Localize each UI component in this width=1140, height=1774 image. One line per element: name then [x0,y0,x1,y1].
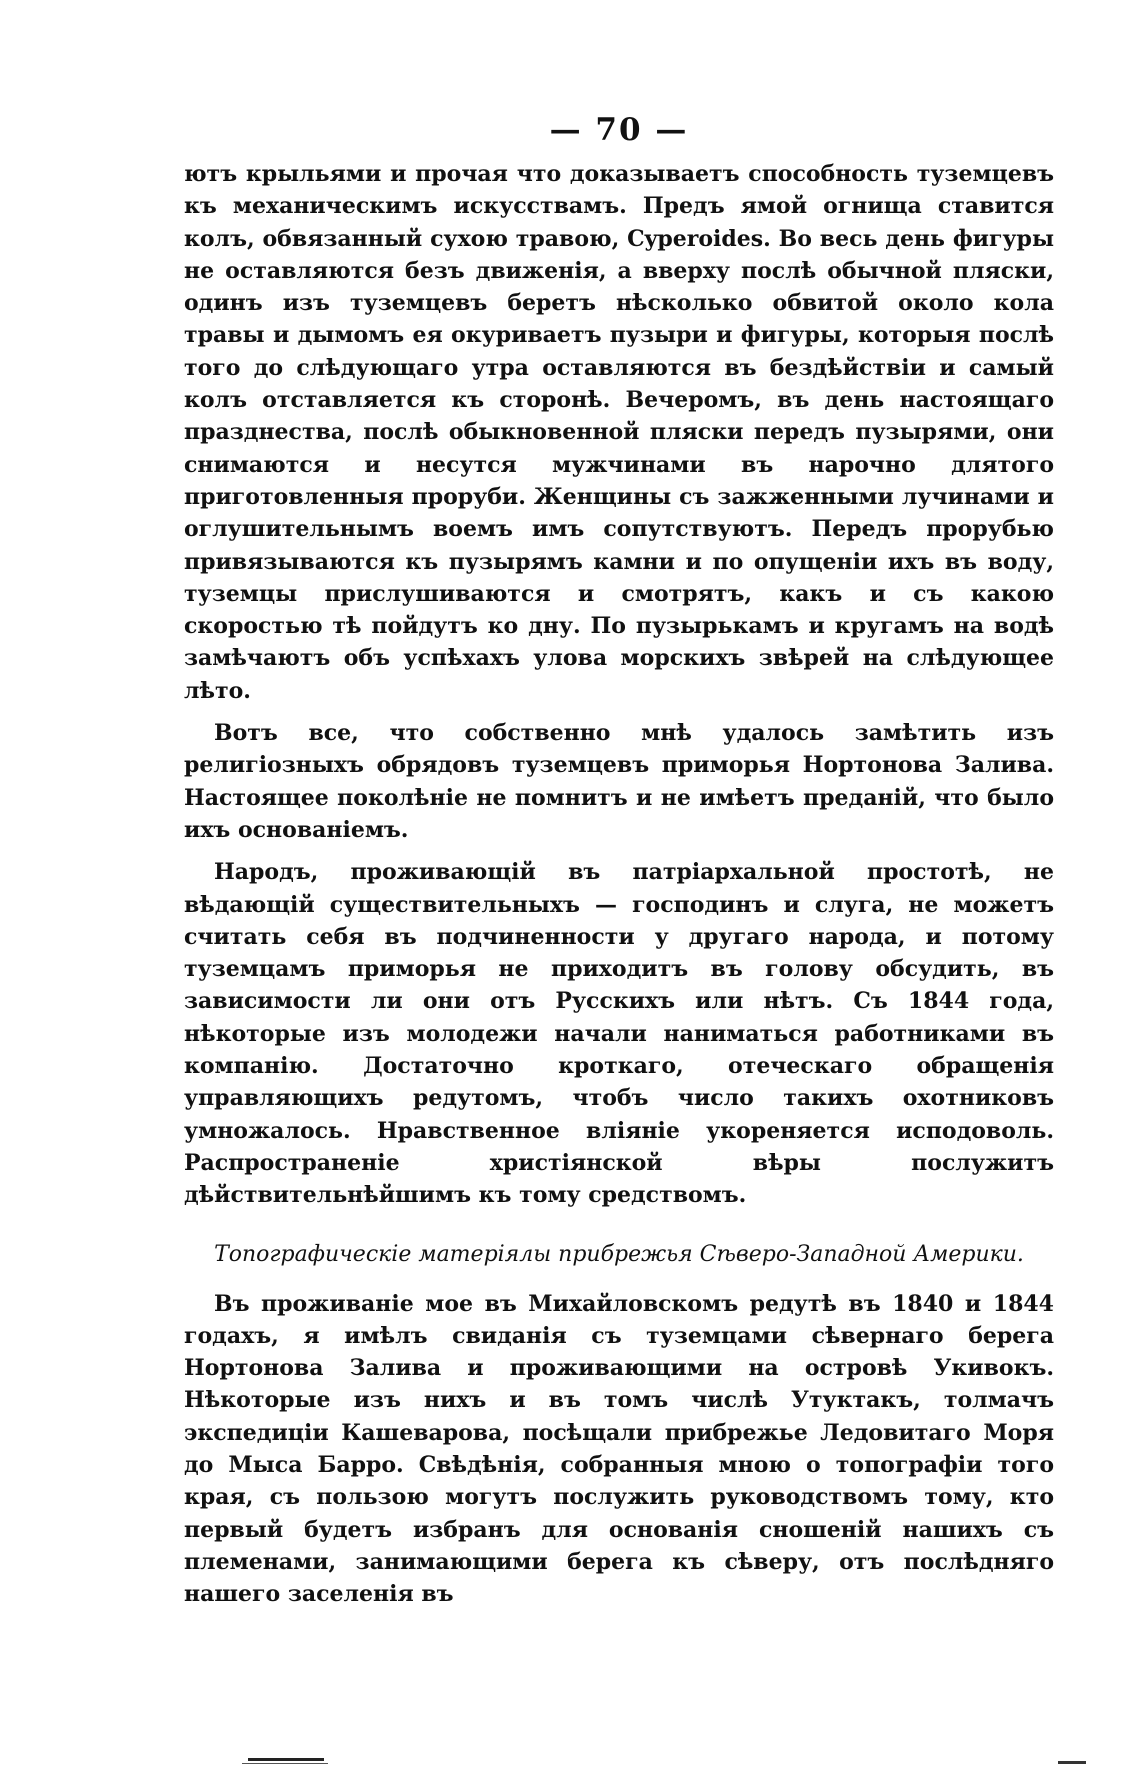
footer-rule [248,1758,324,1761]
section-heading: Топографическіе матеріялы прибрежья Сѣверо-Западной Америки. [214,1241,1024,1267]
footer-mark [1058,1761,1086,1764]
paragraph-natives-relations: Народъ, проживающій въ патріархальной простотѣ, не вѣдающій существительныхъ — господинъ и слуга, не можетъ считать себя въ подчиненности у другаго народа, и потому туземцамъ приморья не приходитъ въ голову обсудить, въ зависимости ли они отъ Русскихъ или нѣтъ. Съ 1844 года, нѣкоторые изъ молодежи начали наниматься работниками въ компанію. Достаточно кроткаго, отеческаго обращенія управляющихъ редутомъ, чтобъ число такихъ охотниковъ умножалось. Нравственное вліяніе укореняется исподоволь. Распространеніе христіянской вѣры послужитъ дѣйствительнѣйшимъ къ тому средствомъ. [184,859,1054,1209]
page-number: — 70 — [549,112,689,148]
paragraph-religious-rites: Вотъ все, что собственно мнѣ удалось замѣтить изъ религіозныхъ обрядовъ туземцевъ приморья Нортонова Залива. Настоящее поколѣніе не помнитъ и не имѣетъ преданій, что было ихъ основаніемъ. [184,720,1054,843]
book-page [184,112,1054,1610]
paragraph-topography: Въ проживаніе мое въ Михайловскомъ редутѣ въ 1840 и 1844 годахъ, я имѣлъ свиданія съ туземцами сѣвернаго берега Нортонова Залива и проживающими на островѣ Укивокъ. Нѣкоторые изъ нихъ и въ томъ числѣ Утуктакъ, толмачъ экспедиціи Кашеварова, посѣщали прибрежье Ледовитаго Моря до Мыса Барро. Свѣдѣнія, собранныя мною о топографіи того края, съ пользою могутъ послужить руководствомъ тому, кто первый будетъ избранъ для основанія сношеній нашихъ съ племенами, занимающими берега къ сѣверу, отъ послѣдняго нашего заселенія въ [184,1290,1054,1608]
footer-rule-thin [242,1763,328,1764]
paragraph-continued: ютъ крыльями и прочая что доказываетъ способность туземцевъ къ механическимъ искусствамъ. Предъ ямой огнища ставится колъ, обвязанный сухою травою, Cyperoides. Во весь день фигуры не оставляются безъ движенія, а вверху послѣ обычной пляски, одинъ изъ туземцевъ беретъ нѣсколько обвитой около кола травы и дымомъ ея окуриваетъ пузыри и фигуры, которыя послѣ того до слѣдующаго утра оставляются въ бездѣйствіи и самый колъ отставляется къ сторонѣ. Вечеромъ, въ день настоящаго празднества, послѣ обыкновенной пляски передъ пузырями, они снимаются и несутся мужчинами въ нарочно длятого приготовленныя проруби. Женщины съ зажженными лучинами и оглушительнымъ воемъ имъ сопутствуютъ. Передъ прорубью привязываются къ пузырямъ камни и по опущеніи ихъ въ воду, туземцы прислушиваются и смотрятъ, какъ и съ какою скоростью тѣ пойдутъ ко дну. По пузырькамъ и кругамъ на водѣ замѣчаютъ объ успѣхахъ улова морскихъ звѣрей на слѣдующее лѣто. [184,161,1054,704]
